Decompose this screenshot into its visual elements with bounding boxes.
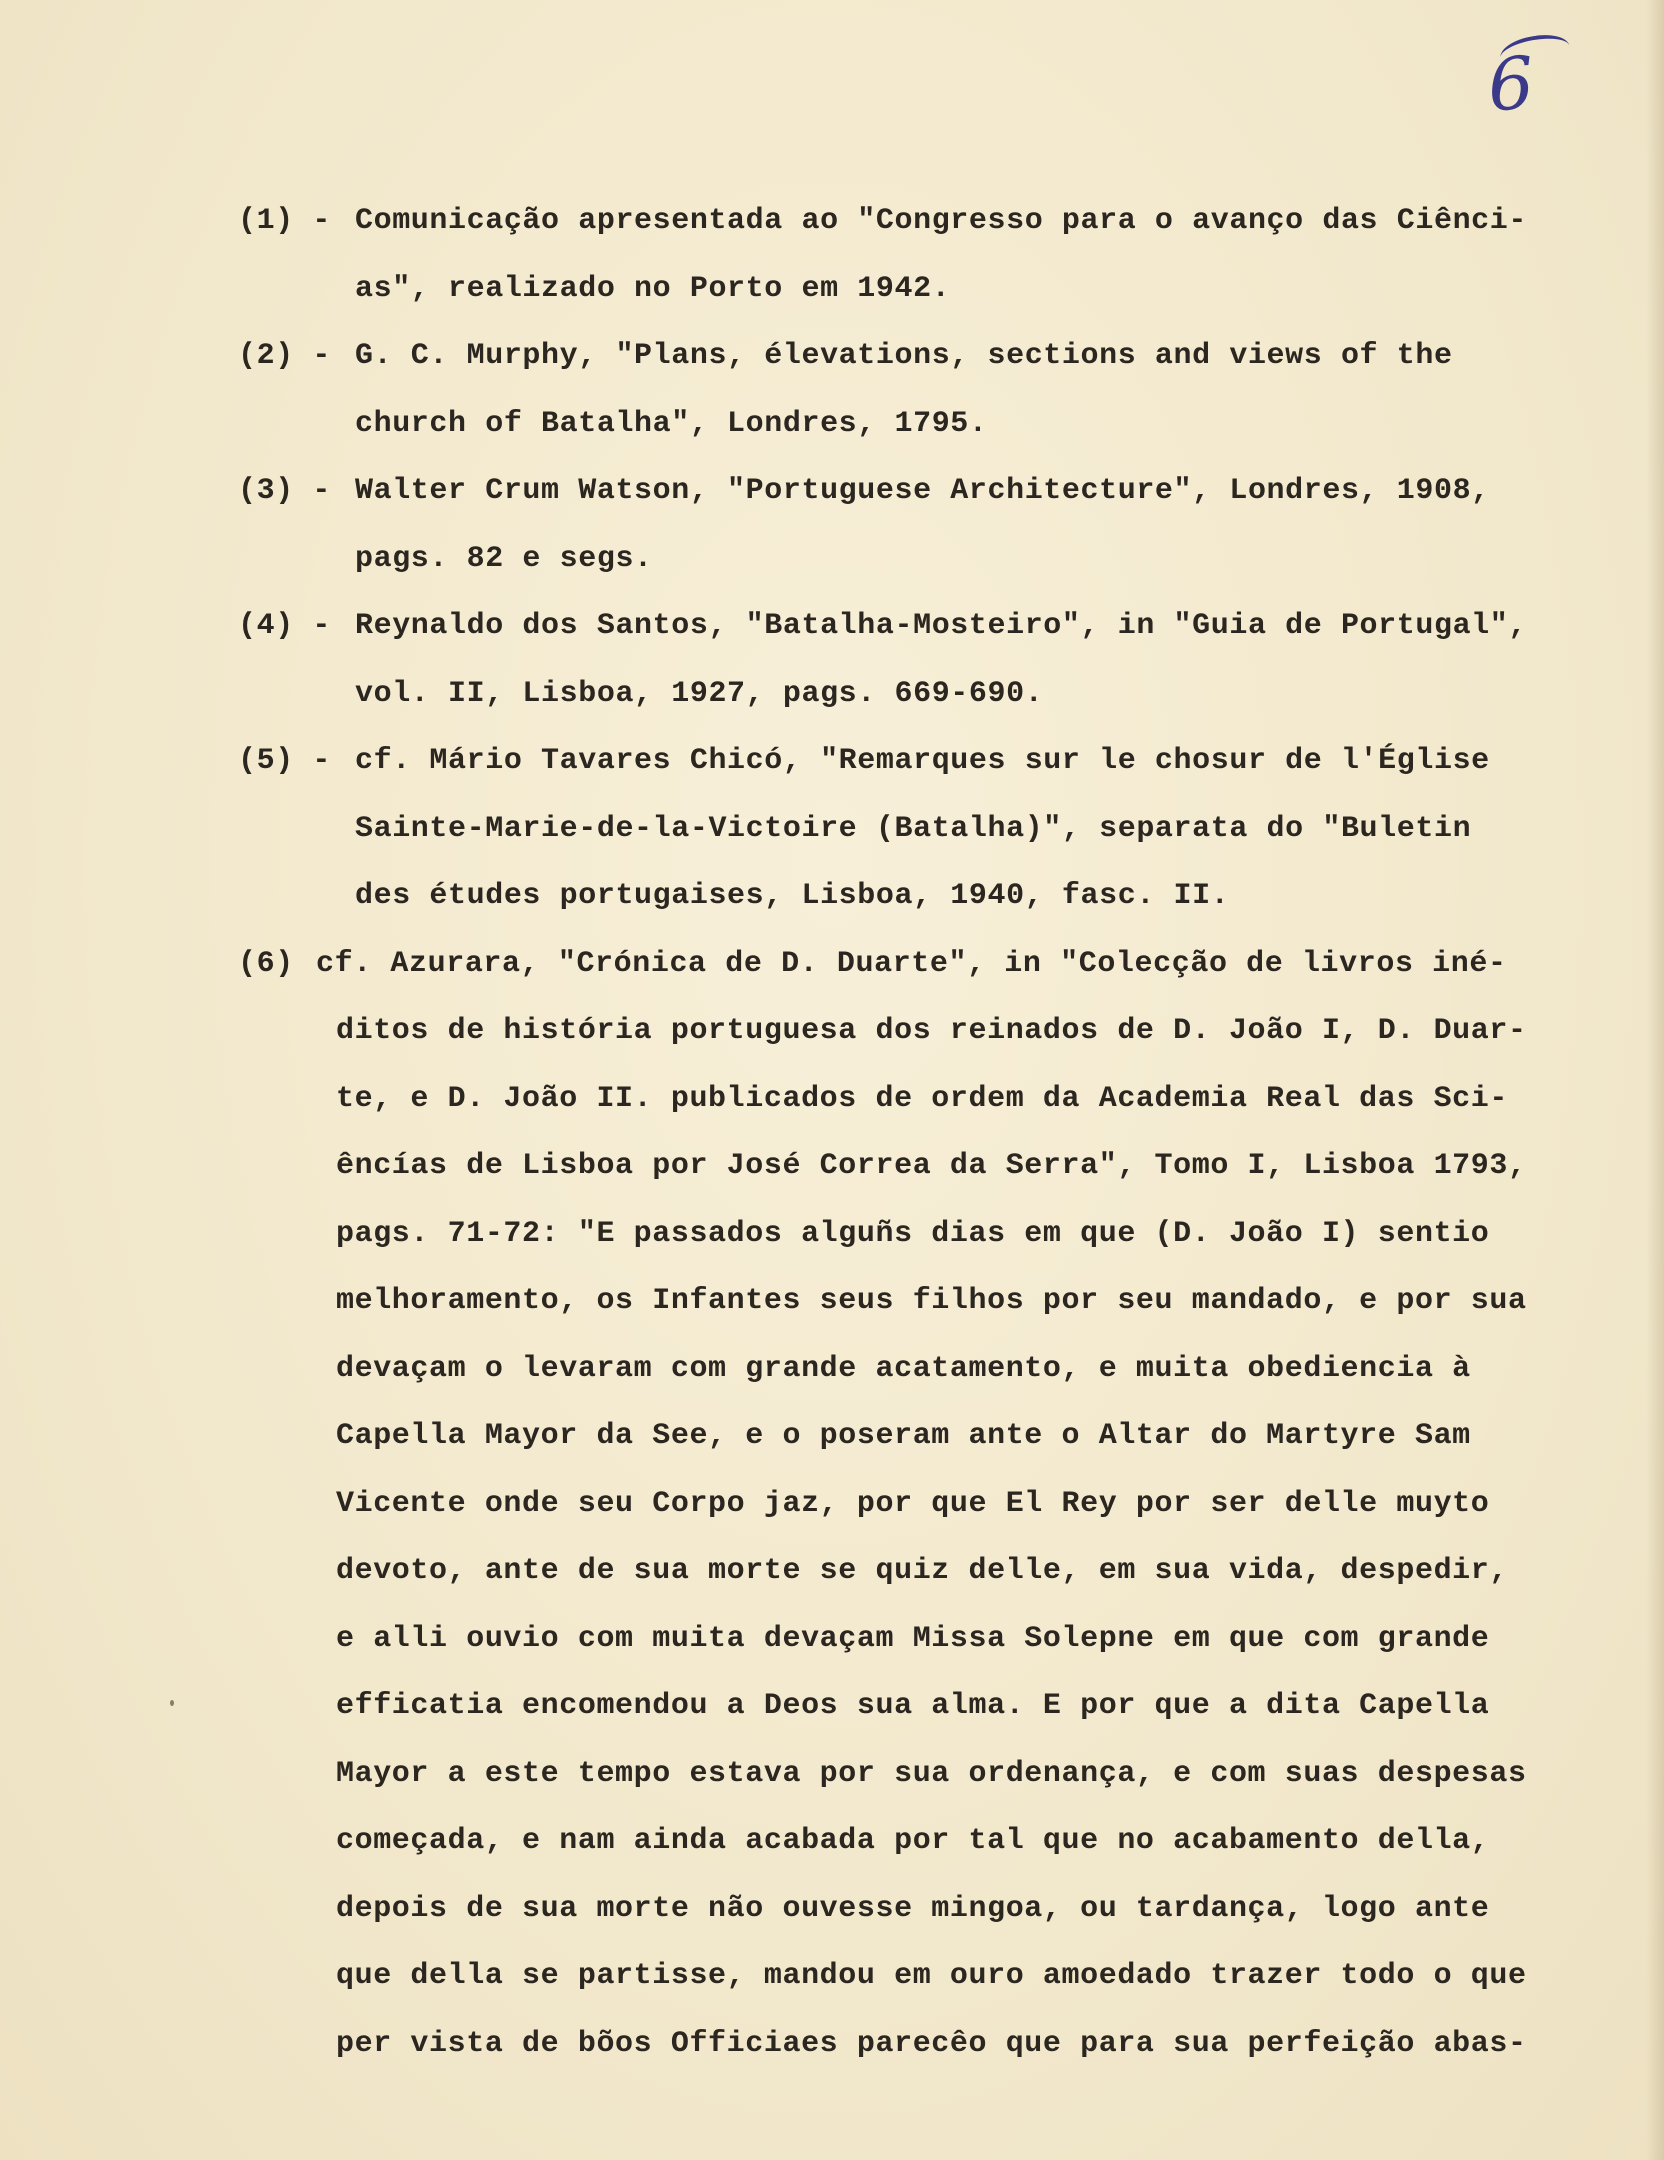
footnote-text-line: devaçam o levaram com grande acatamento, e muita obediencia à [336,1351,1471,1386]
footnote-text-line: que della se partisse, mandou em ouro amoedado trazer todo o que [336,1959,1527,1993]
footnote-text-line: depois de sua morte não ouvesse mingoa, ou tardança, logo ante [336,1891,1490,1926]
footnote-text-line: devoto, ante de sua morte se quiz delle, em sua vida, despedir, [336,1554,1508,1588]
footnote-text-line: Reynaldo dos Santos, "Batalha-Mosteiro", in "Guia de Portugal", [355,609,1527,643]
footnote-text-line: church of Batalha", Londres, 1795. [355,406,988,441]
footnote-marker: (6) [238,946,294,981]
footnote-text-line: Comunicação apresentada ao "Congresso para o avanço das Ciênci- [355,204,1527,238]
footnote-text-line: cf. Azurara, "Crónica de D. Duarte", in "Colecção de livros iné- [316,946,1507,981]
footnote-text-line: Mayor a este tempo estava por sua ordenança, e com suas despesas [336,1756,1527,1791]
paper-speck [170,1700,174,1706]
footnote-text-line: Vicente onde seu Corpo jaz, por que El Rey por ser delle muyto [336,1486,1490,1521]
footnote-text-line: pags. 71-72: "E passados alguñs dias em que (D. João I) sentio [336,1216,1490,1251]
footnote-text-line: cf. Mário Tavares Chicó, "Remarques sur le chosur de l'Église [355,744,1490,778]
footnote-text-line: começada, e nam ainda acabada por tal que no acabamento della, [336,1824,1490,1858]
footnote-text-line: Capella Mayor da See, e o poseram ante o Altar do Martyre Sam [336,1419,1471,1453]
footnote-text-line: efficatia encomendou a Deos sua alma. E por que a dita Capella [336,1689,1490,1723]
footnote-text-line: per vista de bõos Officiaes parecêo que para sua perfeição abas- [336,2026,1527,2061]
footnote-text-line: pags. 82 e segs. [355,541,653,576]
footnote-text-line: e alli ouvio com muita devaçam Missa Solepne em que com grande [336,1621,1490,1656]
footnote-marker: (2) - [238,339,332,373]
footnote-marker: (1) - [238,204,332,238]
footnote-text-line: vol. II, Lisboa, 1927, pags. 669-690. [355,676,1044,711]
footnote-text-line: melhoramento, os Infantes seus filhos por seu mandado, e por sua [336,1284,1527,1318]
footnote-text-line: Walter Crum Watson, "Portuguese Architecture", Londres, 1908, [355,474,1490,508]
footnote-marker: (5) - [238,744,332,778]
footnote-text-line: Sainte-Marie-de-la-Victoire (Batalha)", separata do "Buletin [355,811,1472,846]
footnote-text-line: as", realizado no Porto em 1942. [355,271,951,306]
footnote-text-line: te, e D. João II. publicados de ordem da Academia Real das Sci- [336,1081,1508,1116]
page-number: 6 [1485,40,1537,128]
footnote-text-line: des études portugaises, Lisboa, 1940, fasc. II. [355,879,1230,913]
footnote-text-line: êncías de Lisboa por José Correa da Serra", Tomo I, Lisboa 1793, [336,1149,1527,1183]
footnote-text-line: G. C. Murphy, "Plans, élevations, sections and views of the [355,339,1453,373]
footnote-text-line: ditos de história portuguesa dos reinados de D. João I, D. Duar- [336,1014,1527,1048]
page-edge-shadow [1646,0,1664,2160]
footnote-marker: (3) - [238,474,332,508]
footnote-marker: (4) - [238,609,332,643]
